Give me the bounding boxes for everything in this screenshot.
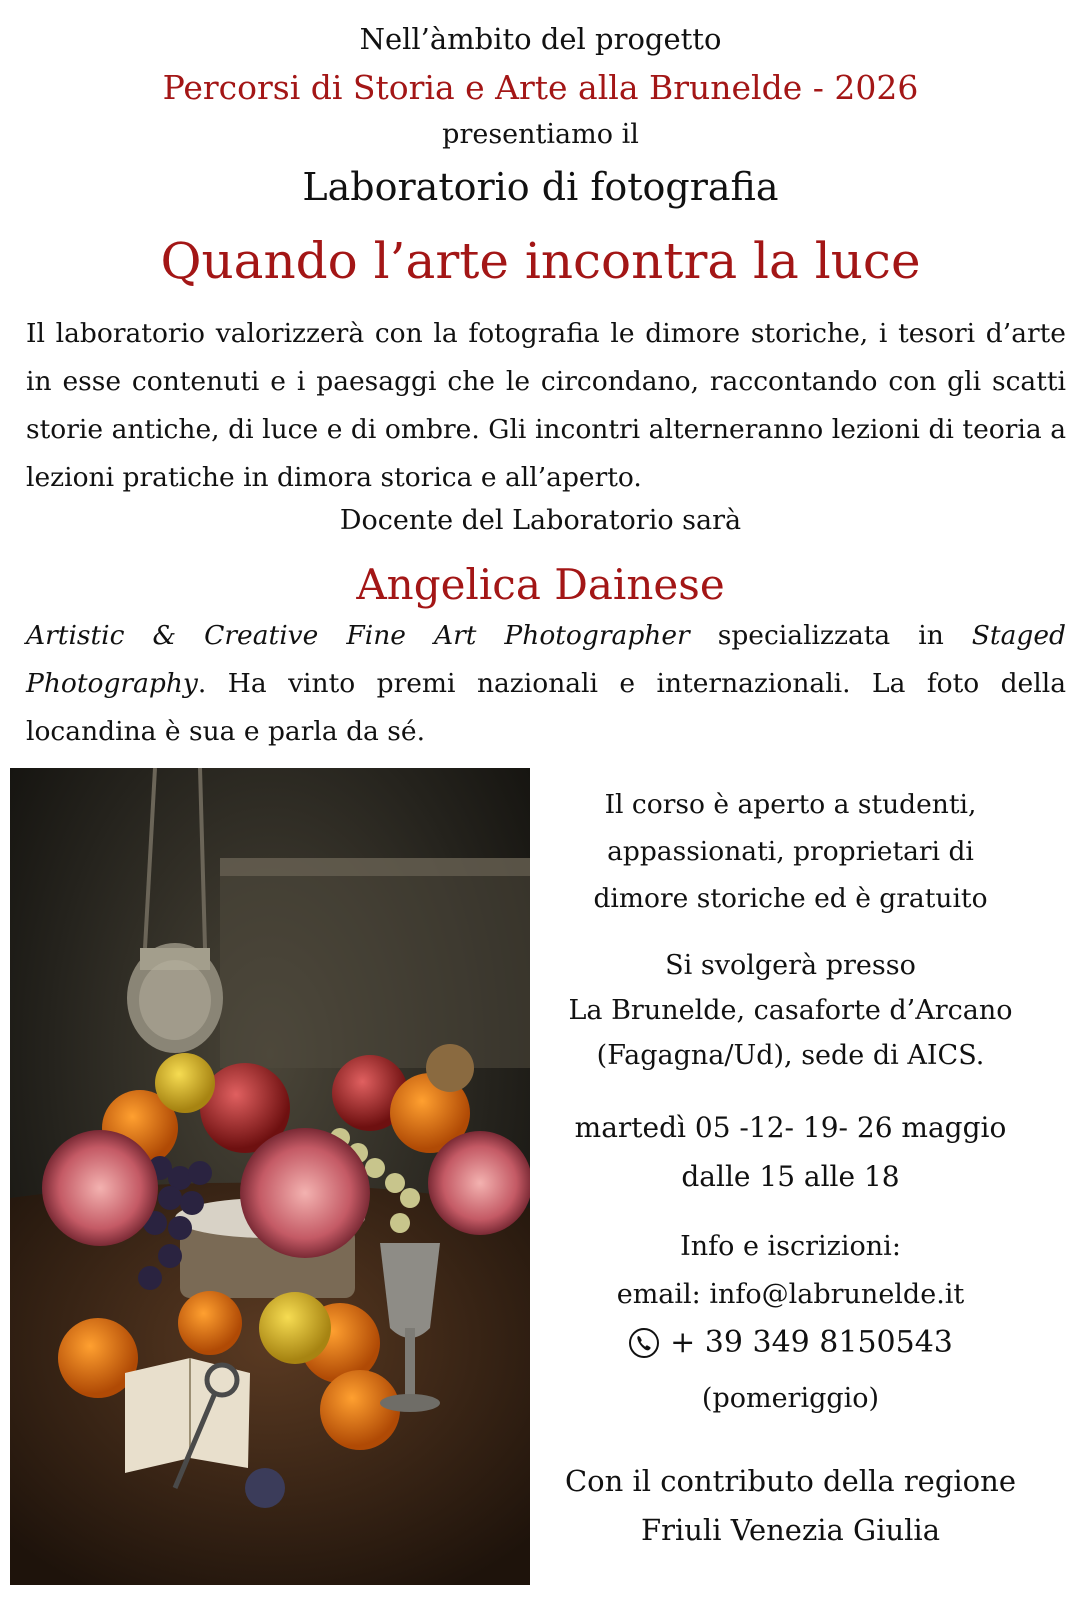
phone-icon <box>628 1327 660 1359</box>
teacher-role: Artistic & Creative Fine Art Photographer <box>26 620 690 651</box>
credits <box>548 1457 1033 1555</box>
teacher-bio-part-2: . Ha vinto premi nazionali e internazionali. La foto della locandina è sua e parla da sé. <box>26 668 1066 747</box>
teacher-intro: Docente del Laboratorio sarà <box>339 505 742 536</box>
contact-title: Info e iscrizioni: <box>680 1231 901 1262</box>
contact-phone-note: (pomeriggio) <box>701 1383 880 1414</box>
presents-text: presentiamo il <box>442 119 639 150</box>
contact-phone[interactable]: + 39 349 8150543 <box>670 1325 953 1360</box>
workshop-heading: Laboratorio di fotografia <box>302 165 779 209</box>
course-info-line-3: dimore storiche ed è gratuito <box>593 883 988 914</box>
credits-line-2: Friuli Venezia Giulia <box>640 1513 940 1547</box>
venue-info <box>548 943 1033 1078</box>
course-info-line-1: Il corso è aperto a studenti, <box>604 789 977 820</box>
schedule-hours: dalle 15 alle 18 <box>681 1160 900 1193</box>
credits-line-1: Con il contributo della regione <box>564 1464 1016 1498</box>
venue-line-2: La Brunelde, casaforte d’Arcano <box>568 995 1013 1026</box>
schedule-dates: martedì 05 -12- 19- 26 maggio <box>574 1111 1007 1144</box>
venue-line-1: Si svolgerà presso <box>665 950 916 981</box>
course-info <box>548 781 1033 922</box>
description-paragraph: Il laboratorio valorizzerà con la fotografia le dimore storiche, i tesori d’arte in esse contenuti e i paesaggi che le circondano, raccontando con gli scatti storie antiche, di luce e di ombre. Gli incontri alterneranno lezioni di teoria a lezioni pratiche in dimora storica e all’aperto. <box>26 318 1066 493</box>
venue-line-3: (Fagagna/Ud), sede di AICS. <box>596 1040 985 1071</box>
contact-phone-row <box>548 1319 1033 1375</box>
contact-info <box>548 1223 1033 1423</box>
teacher-specialty: Staged Photography <box>26 620 1066 699</box>
course-info-line-2: appassionati, proprietari di <box>607 836 974 867</box>
phone-row <box>628 1319 953 1367</box>
intro-text: Nell’àmbito del progetto <box>359 22 722 56</box>
teacher-bio <box>26 612 1066 756</box>
event-title: Quando l’arte incontra la luce <box>160 232 921 290</box>
teacher-name: Angelica Dainese <box>356 560 725 609</box>
teacher-bio-part-1: specializzata in <box>689 620 972 651</box>
project-title: Percorsi di Storia e Arte alla Brunelde - 2026 <box>162 68 919 107</box>
still-life-photo <box>10 768 530 1585</box>
schedule-info <box>548 1103 1033 1201</box>
contact-email[interactable]: email: info@labrunelde.it <box>616 1279 965 1310</box>
